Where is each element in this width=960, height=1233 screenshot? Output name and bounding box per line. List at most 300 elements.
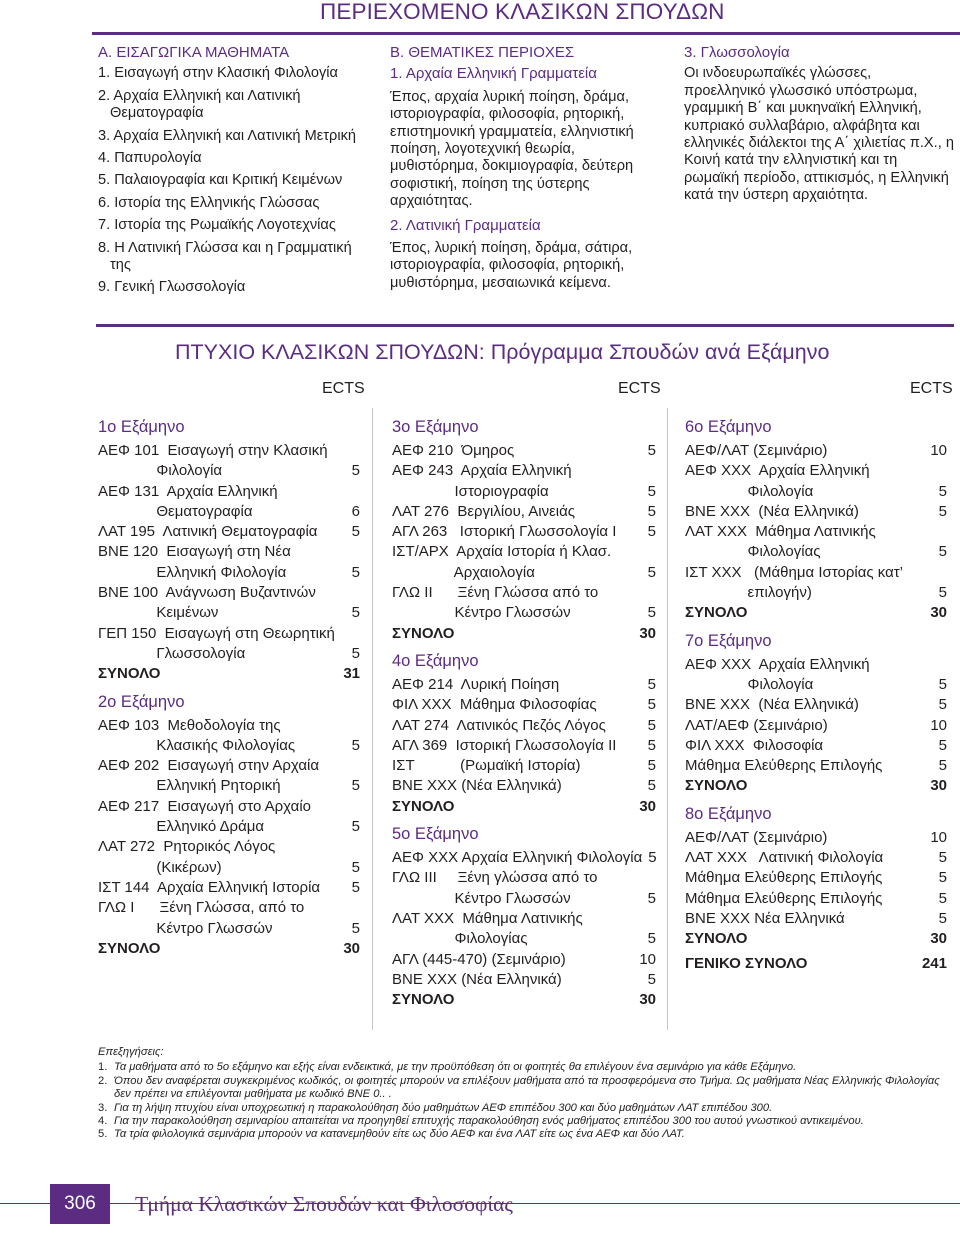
latin-literature-text: Έπος, λυρική ποίηση, δράμα, σάτιρα, ιστοριογραφία, φιλοσοφία, ρητορική, μυθιστόρημα, μεσαιωνικά κείμενα. [390, 240, 633, 291]
contents-divider [92, 32, 960, 35]
course-line: ΒΝΕ ΧΧΧ (Νέα Ελληνικά) [392, 777, 562, 795]
notes-section [98, 1046, 944, 1142]
course-credits: 30 [930, 930, 947, 948]
note-text: Για τη λήψη πτυχίου είναι υποχρεωτική η παρακολούθηση δύο μαθημάτων ΑΕΦ επιπέδου 300 και δύο μαθημάτων ΛΑΤ επιπέδου 300. [114, 1101, 773, 1114]
course-title [685, 603, 747, 623]
course-title [392, 950, 566, 970]
course-credits: 5 [938, 736, 947, 754]
course-line: ΣΥΝΟΛΟ [392, 991, 455, 1009]
course-title [98, 837, 275, 878]
course-line: ΛΑΤ 276 Βεργιλίου, Αινειάς [392, 502, 576, 520]
course-credits: 5 [351, 644, 360, 662]
course-line: ΑΕΦ/ΛΑΤ (Σεμινάριο) [685, 828, 828, 846]
course-title [392, 776, 562, 796]
course-credits: 5 [938, 849, 947, 867]
note-number: 1. [98, 1061, 108, 1074]
note-number: 2. [98, 1074, 108, 1087]
course-line: ΑΕΦ 131 Αρχαία Ελληνική [98, 482, 278, 500]
greek-literature-heading: 1. Αρχαία Ελληνική Γραμματεία [390, 65, 597, 83]
course-credits: 10 [639, 950, 656, 968]
course-line: ΣΥΝΟΛΟ [392, 624, 455, 642]
course-line: Κέντρο Γλωσσών [392, 604, 571, 622]
intro-list-item: 7. Ιστορία της Ρωμαϊκής Λογοτεχνίας [98, 217, 336, 234]
course-title [392, 522, 616, 542]
ects-header-3: ECTS [910, 380, 953, 397]
course-line: ΑΕΦ ΧΧΧ Αρχαία Ελληνική [685, 655, 870, 673]
course-credits: 5 [647, 889, 656, 907]
thematic-heading: Β. ΘΕΜΑΤΙΚΕΣ ΠΕΡΙΟΧΕΣ [390, 44, 575, 61]
course-row [685, 502, 947, 522]
course-row [685, 889, 947, 909]
course-line: Ελληνική Ρητορική [98, 777, 281, 795]
course-line: Ιστοριογραφία [392, 482, 549, 500]
course-row [685, 909, 947, 929]
course-credits: 5 [647, 970, 656, 988]
course-row [685, 828, 947, 848]
intro-list-item: 6. Ιστορία της Ελληνικής Γλώσσας [98, 194, 320, 211]
course-title [685, 736, 823, 756]
course-title [392, 970, 562, 990]
course-line: ΑΕΦ 214 Λυρική Ποίηση [392, 675, 560, 693]
ects-header-1: ECTS [322, 380, 365, 397]
course-credits: 5 [938, 584, 947, 602]
course-line: ΣΥΝΟΛΟ [685, 930, 748, 948]
course-credits: 5 [351, 604, 360, 622]
intro-list-item: 2. Αρχαία Ελληνική και Λατινική Θεματογραφία [98, 87, 301, 122]
course-row [392, 675, 656, 695]
course-credits: 5 [647, 523, 656, 541]
course-line: Κέντρο Γλωσσών [98, 919, 273, 937]
course-title [98, 716, 295, 757]
course-row [392, 441, 656, 461]
course-line: επιλογήν) [685, 584, 812, 602]
course-line: Μάθημα Ελεύθερης Επιλογής [685, 757, 883, 775]
note-item [98, 1128, 944, 1141]
course-title [685, 828, 827, 848]
course-row [98, 756, 360, 797]
course-credits: 5 [938, 675, 947, 693]
semester-heading: 4ο Εξάμηνο [392, 651, 479, 670]
course-line: ΒΝΕ 120 Εισαγωγή στη Νέα [98, 543, 291, 561]
course-line: Θεματογραφία [98, 502, 253, 520]
intro-list-item: 1. Εισαγωγή στην Κλασική Φιλολογία [98, 65, 338, 82]
course-credits: 241 [921, 954, 947, 972]
semester-block [685, 803, 947, 974]
course-title [392, 624, 454, 644]
course-line: Κλασικής Φιλολογίας [98, 736, 296, 754]
semester-total-row [685, 776, 947, 796]
course-line: ΛΑΤ 272 Ρητορικός Λόγος [98, 838, 276, 856]
semester-heading: 1ο Εξάμηνο [98, 418, 185, 436]
course-title [685, 716, 828, 736]
semester-heading: 7ο Εξάμηνο [685, 631, 772, 650]
course-title [685, 929, 747, 949]
course-row [98, 624, 360, 665]
course-line: ΑΕΦ 101 Εισαγωγή στην Κλασική [98, 442, 328, 459]
course-line: ΛΑΤ/ΑΕΦ (Σεμινάριο) [685, 716, 828, 734]
note-text: Όπου δεν αναφέρεται συγκεκριμένος κωδικός, οι φοιτητές μπορούν να επιλέξουν μαθήματα από τα προσφερόμενα στο Τμήμα. Ως μαθήματα Νέας Ελληνικής Φιλολογίας δεν πρέπει να επιλέγονται μαθήματα με κωδικό ΒΝΕ 0.. . [114, 1074, 940, 1101]
course-credits: 5 [938, 757, 947, 775]
latin-literature-heading: 2. Λατινική Γραμματεία [390, 216, 541, 234]
course-row [392, 716, 656, 736]
course-title [685, 756, 882, 776]
course-row [392, 970, 656, 990]
course-row [685, 655, 947, 696]
note-text: Τα τρία φιλολογικά σεμινάρια μπορούν να κατανεμηθούν είτε ως δύο ΑΕΦ και ένα ΛΑΤ είτε ως ένα ΑΕΦ και δύο ΛΑΤ. [114, 1128, 685, 1141]
course-row [392, 950, 656, 970]
course-row [392, 756, 656, 776]
course-line: ΣΥΝΟΛΟ [98, 665, 161, 683]
course-credits: 5 [351, 736, 360, 754]
course-title [392, 716, 606, 736]
course-row [685, 695, 947, 715]
course-credits: 5 [647, 482, 656, 500]
intro-list [98, 65, 370, 296]
course-line: (Κικέρων) [98, 858, 222, 876]
course-row [98, 441, 360, 482]
course-line: Ελληνική Φιλολογία [98, 563, 287, 581]
course-row [392, 583, 656, 624]
course-title [685, 889, 882, 909]
course-line: ΛΑΤ 274 Λατινικός Πεζός Λόγος [392, 716, 606, 734]
course-row [685, 716, 947, 736]
course-credits: 5 [647, 757, 656, 775]
course-title [392, 868, 598, 909]
course-line: ΓΕΠ 150 Εισαγωγή στη Θεωρητική [98, 624, 335, 642]
linguistics-column [684, 44, 954, 205]
course-credits: 5 [351, 818, 360, 836]
course-credits: 5 [351, 523, 360, 541]
course-credits: 5 [647, 675, 656, 693]
course-line: ΓΛΩ Ι Ξένη Γλώσσα, από το [98, 899, 305, 917]
semester-block [98, 691, 360, 960]
course-title [685, 848, 883, 868]
course-credits: 5 [351, 858, 360, 876]
intro-list-item: 8. Η Λατινική Γλώσσα και η Γραμματική της [98, 239, 352, 274]
course-credits: 5 [647, 502, 656, 520]
course-line: ΑΓΛ (445-470) (Σεμινάριο) [392, 950, 566, 968]
course-credits: 30 [343, 939, 360, 957]
course-title [392, 909, 583, 950]
course-line: ΒΝΕ ΧΧΧ (Νέα Ελληνικά) [392, 970, 562, 988]
course-credits: 5 [938, 482, 947, 500]
semester-block [392, 416, 656, 644]
course-row [685, 848, 947, 868]
ects-header-2: ECTS [618, 380, 661, 397]
notes-heading: Επεξηγήσεις: [98, 1046, 164, 1058]
course-credits: 30 [639, 624, 656, 642]
course-credits: 5 [647, 442, 656, 459]
course-line: ΑΕΦ 202 Εισαγωγή στην Αρχαία [98, 757, 320, 775]
semester-total-row [685, 929, 947, 949]
course-line: Φιλολογίας [685, 543, 821, 561]
course-line: ΙΣΤ (Ρωμαϊκή Ιστορία) [392, 757, 581, 775]
course-credits: 6 [351, 502, 360, 520]
course-title [392, 797, 454, 817]
semester-column-2 [392, 414, 656, 1016]
course-title [392, 675, 559, 695]
course-row [98, 522, 360, 542]
course-title [685, 868, 882, 888]
course-line: Φιλολογία [685, 482, 814, 500]
course-credits: 5 [647, 696, 656, 714]
course-line: ΓΛΩ ΙΙΙ Ξένη γλώσσα από το [392, 869, 598, 887]
course-line: Φιλολογία [685, 675, 814, 693]
course-title [392, 736, 616, 756]
course-line: ΛΑΤ ΧΧΧ Μάθημα Λατινικής [392, 909, 583, 927]
note-number: 4. [98, 1115, 108, 1128]
semester-total-row [98, 939, 360, 959]
course-row [685, 563, 947, 604]
course-line: Κειμένων [98, 604, 219, 622]
course-line: ΙΣΤ/ΑΡΧ Αρχαία Ιστορία ή Κλασ. [392, 543, 612, 561]
course-title [685, 563, 903, 604]
course-title [98, 441, 328, 482]
course-row [392, 776, 656, 796]
course-row [392, 542, 656, 583]
linguistics-heading: 3. Γλωσσολογία [684, 44, 790, 61]
course-line: ΛΑΤ ΧΧΧ Λατινική Φιλολογία [685, 849, 884, 867]
course-title [392, 441, 514, 461]
course-credits: 5 [938, 909, 947, 927]
note-number: 3. [98, 1101, 108, 1114]
course-line: ΑΕΦ 103 Μεθοδολογία της [98, 716, 281, 734]
course-credits: 5 [938, 696, 947, 714]
course-line: ΛΑΤ 195 Λατινική Θεματογραφία [98, 523, 318, 541]
course-credits: 5 [351, 462, 360, 480]
course-credits: 5 [647, 563, 656, 581]
course-credits: 10 [930, 442, 947, 459]
course-line: Ελληνικό Δράμα [98, 818, 265, 836]
semester-total-row [392, 797, 656, 817]
note-item [98, 1115, 944, 1128]
course-row [392, 522, 656, 542]
intro-heading: Α. ΕΙΣΑΓΩΓΙΚΑ ΜΑΘΗΜΑΤΑ [98, 44, 290, 61]
thematic-areas-column [390, 44, 660, 292]
course-credits: 5 [938, 543, 947, 561]
course-title [98, 542, 291, 583]
course-line: Αρχαιολογία [392, 563, 535, 581]
course-row [392, 502, 656, 522]
course-title [98, 664, 160, 684]
course-row [98, 878, 360, 898]
column-divider [372, 408, 373, 1030]
course-line: ΣΥΝΟΛΟ [392, 797, 455, 815]
course-line: ΛΑΤ ΧΧΧ Μάθημα Λατινικής [685, 523, 876, 541]
program-title: ΠΤΥΧΙΟ ΚΛΑΣΙΚΩΝ ΣΠΟΥΔΩΝ: Πρόγραμμα Σπουδών ανά Εξάμηνο [175, 340, 830, 364]
course-title [685, 441, 827, 461]
course-credits: 30 [930, 777, 947, 795]
semester-heading: 2ο Εξάμηνο [98, 692, 185, 711]
note-text: Τα μαθήματα από το 5ο εξάμηνο και εξής είναι ενδεικτικά, με την προϋπόθεση ότι οι φοιτητές θα επιλέγουν ένα σεμινάριο για κάθε Εξάμηνο. [114, 1061, 797, 1074]
course-title [392, 990, 454, 1010]
course-title [392, 502, 575, 522]
course-line: ΑΓΛ 369 Ιστορική Γλωσσολογία ΙΙ [392, 736, 617, 754]
course-title [392, 542, 611, 583]
semester-block [685, 630, 947, 797]
course-title [392, 848, 642, 868]
course-title [392, 695, 597, 715]
course-credits: 5 [647, 736, 656, 754]
note-item [98, 1102, 944, 1115]
course-title [98, 583, 316, 624]
course-credits: 30 [639, 797, 656, 815]
notes-list [98, 1061, 944, 1141]
contents-title: ΠΕΡΙΕΧΟΜΕΝΟ ΚΛΑΣΙΚΩΝ ΣΠΟΥΔΩΝ [320, 0, 725, 24]
course-credits: 5 [647, 604, 656, 622]
course-line: ΦΙΛ ΧΧΧ Μάθημα Φιλοσοφίας [392, 696, 597, 714]
course-line: ΓΕΝΙΚΟ ΣΥΝΟΛΟ [685, 954, 808, 972]
course-title [98, 624, 335, 665]
course-line: ΒΝΕ ΧΧΧ (Νέα Ελληνικά) [685, 696, 859, 714]
course-line: ΓΛΩ ΙΙ Ξένη Γλώσσα από το [392, 584, 599, 602]
semester-block [392, 823, 656, 1010]
course-title [685, 522, 876, 563]
course-title [392, 461, 572, 502]
course-row [685, 441, 947, 461]
intro-courses-column [98, 44, 370, 302]
course-line: ΣΥΝΟΛΟ [685, 604, 748, 622]
course-credits: 5 [648, 849, 657, 867]
semester-total-row [685, 603, 947, 623]
course-row [98, 898, 360, 939]
course-title [685, 909, 845, 929]
course-credits: 5 [351, 563, 360, 581]
course-line: Μάθημα Ελεύθερης Επιλογής [685, 869, 883, 887]
course-credits: 5 [351, 878, 360, 896]
course-row [98, 583, 360, 624]
course-line: ΑΕΦ/ΛΑΤ (Σεμινάριο) [685, 442, 828, 459]
course-title [685, 502, 859, 522]
course-row [392, 909, 656, 950]
course-title [98, 482, 278, 523]
course-row [98, 837, 360, 878]
semester-block [685, 416, 947, 624]
course-row [98, 482, 360, 523]
semester-total-row [392, 624, 656, 644]
intro-list-item: 9. Γενική Γλωσσολογία [98, 279, 246, 296]
course-title [98, 756, 319, 797]
course-title [98, 878, 320, 898]
course-row [685, 522, 947, 563]
course-row [685, 756, 947, 776]
course-line: ΙΣΤ 144 Αρχαία Ελληνική Ιστορία [98, 878, 321, 896]
course-title [685, 954, 807, 974]
course-line: ΑΕΦ 243 Αρχαία Ελληνική [392, 462, 572, 480]
semester-heading: 3ο Εξάμηνο [392, 418, 479, 436]
course-title [685, 461, 870, 502]
course-line: Γλωσσολογία [98, 644, 246, 662]
course-line: ΑΕΦ 210 Όμηρος [392, 442, 515, 459]
course-credits: 5 [351, 777, 360, 795]
course-row [98, 716, 360, 757]
course-title [685, 655, 870, 696]
course-line: ΣΥΝΟΛΟ [98, 939, 161, 957]
course-row [98, 542, 360, 583]
semester-block [392, 650, 656, 817]
course-credits: 5 [647, 777, 656, 795]
course-row [392, 736, 656, 756]
semester-total-row [392, 990, 656, 1010]
semester-heading: 8ο Εξάμηνο [685, 804, 772, 823]
course-line: ΦΙΛ ΧΧΧ Φιλοσοφία [685, 736, 824, 754]
course-row [685, 461, 947, 502]
course-credits: 5 [938, 869, 947, 887]
course-line: Μάθημα Ελεύθερης Επιλογής [685, 889, 883, 907]
course-credits: 10 [930, 716, 947, 734]
course-credits: 31 [343, 665, 360, 683]
intro-list-item: 3. Αρχαία Ελληνική και Λατινική Μετρική [98, 127, 356, 144]
note-text: Για την παρακολούθηση σεμιναρίου απαιτείται να προηγηθεί επιτυχής παρακολούθηση ενός μαθήματος επιπέδου 300 του αυτού γνωστικού αντικειμένου. [114, 1115, 864, 1128]
linguistics-text: Οι ινδοευρωπαϊκές γλώσσες, προελληνικό γλωσσικό υπόστρωμα, γραμμική Β΄ και μυκηναϊκή Ελληνική, κυπριακό συλλαβάριο, αλφάβητα και ελληνικές διάλεκτοι της Α΄ χιλιετίας π.Χ., η Κοινή κατά την ελληνιστική και τη ρωμαϊκή περίοδο, αττικισμός, η Ελληνική κατά την ύστερη αρχαιότητα. [684, 65, 954, 204]
course-row [98, 797, 360, 838]
course-line: ΒΝΕ 100 Ανάγνωση Βυζαντινών [98, 584, 316, 602]
page-number: 306 [50, 1184, 110, 1224]
intro-list-item: 5. Παλαιογραφία και Κριτική Κειμένων [98, 172, 343, 189]
course-line: ΑΕΦ 217 Εισαγωγή στο Αρχαίο [98, 797, 312, 815]
semester-column-3 [685, 414, 947, 980]
course-line: Κέντρο Γλωσσών [392, 889, 571, 907]
course-title [98, 522, 317, 542]
course-row [685, 868, 947, 888]
semester-heading: 6ο Εξάμηνο [685, 418, 772, 436]
course-credits: 5 [938, 889, 947, 907]
course-row [392, 848, 656, 868]
course-credits: 5 [938, 502, 947, 520]
semester-block [98, 416, 360, 685]
note-item [98, 1075, 944, 1102]
grand-total-row [685, 954, 947, 974]
course-credits: 5 [351, 919, 360, 937]
course-line: Φιλολογίας [392, 930, 528, 948]
course-credits: 30 [930, 604, 947, 622]
intro-list-item: 4. Παπυρολογία [98, 150, 202, 167]
course-title [685, 776, 747, 796]
course-line: ΣΥΝΟΛΟ [685, 777, 748, 795]
course-line: Φιλολογία [98, 462, 223, 480]
course-line: ΑΕΦ ΧΧΧ Αρχαία Ελληνική Φιλολογία [392, 849, 643, 867]
course-title [685, 695, 859, 715]
semester-heading: 5ο Εξάμηνο [392, 825, 479, 844]
course-line: ΒΝΕ ΧΧΧ Νέα Ελληνικά [685, 909, 845, 927]
course-title [98, 939, 160, 959]
course-title [98, 797, 311, 838]
greek-literature-text: Έπος, αρχαία λυρική ποίηση, δράμα, ιστοριογραφία, φιλοσοφία, ρητορική, επιστημονική γραμματεία, ελληνιστική ποίηση, λογοτεχνική θεωρία, μυθιστόρημα, δοκιμιογραφία, δεύτερη σοφιστική, ποίηση της ύστερης αρχαιότητας. [390, 88, 634, 210]
course-row [392, 461, 656, 502]
department-name: Τμήμα Κλασικών Σπουδών και Φιλοσοφίας [135, 1192, 513, 1216]
course-title [392, 583, 598, 624]
program-divider [96, 324, 954, 327]
course-line: ΙΣΤ ΧΧΧ (Μάθημα Ιστορίας κατ’ [685, 563, 904, 581]
course-credits: 10 [930, 828, 947, 846]
course-title [98, 898, 304, 939]
course-line: ΒΝΕ ΧΧΧ (Νέα Ελληνικά) [685, 502, 859, 520]
course-credits: 30 [639, 991, 656, 1009]
column-divider [667, 408, 668, 1030]
course-row [685, 736, 947, 756]
course-row [392, 695, 656, 715]
course-line: ΑΕΦ ΧΧΧ Αρχαία Ελληνική [685, 462, 870, 480]
note-number: 5. [98, 1128, 108, 1141]
semester-column-1 [98, 414, 360, 965]
course-credits: 5 [647, 716, 656, 734]
semester-total-row [98, 664, 360, 684]
course-title [392, 756, 581, 776]
course-credits: 5 [647, 930, 656, 948]
note-item [98, 1061, 944, 1074]
course-line: ΑΓΛ 263 Ιστορική Γλωσσολογία Ι [392, 523, 617, 541]
course-row [392, 868, 656, 909]
